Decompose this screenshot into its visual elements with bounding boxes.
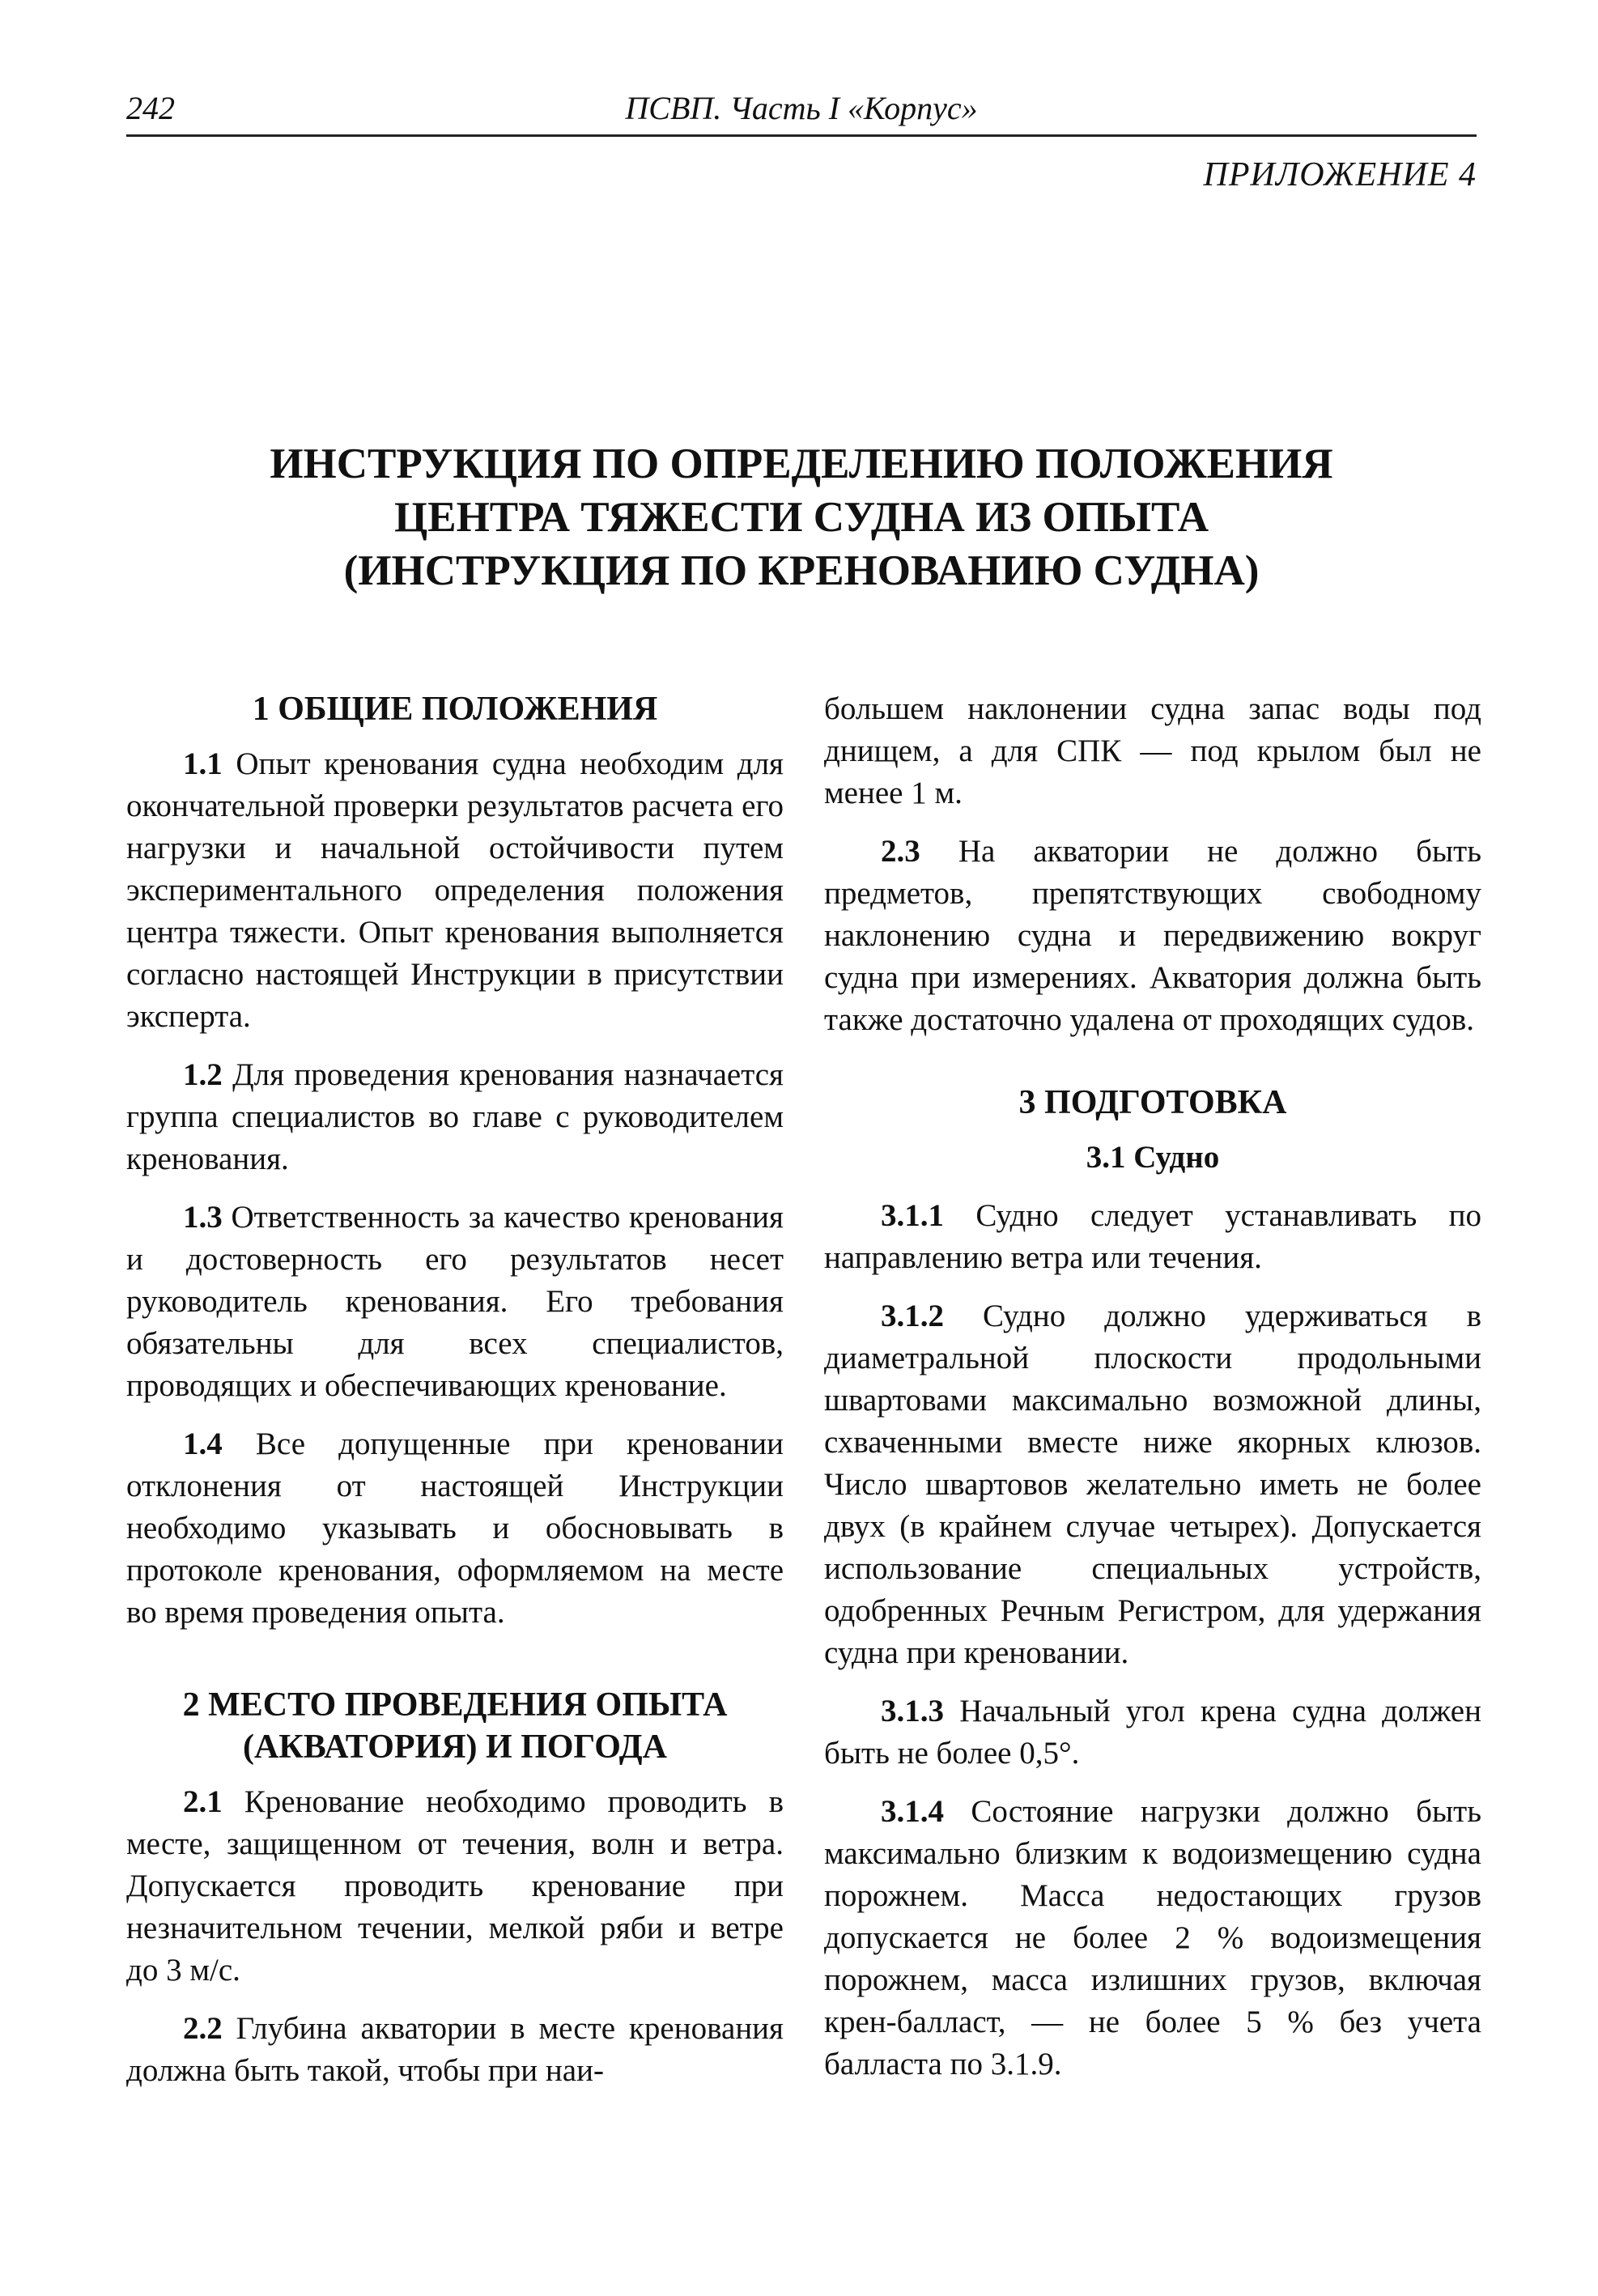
subsection-3-1-heading: 3.1 Судно [1086,1140,1220,1175]
paragraph-1-2 [126,1054,784,1180]
clause-text: Все допущенные при креновании отклонения от настоящей Инструкции необходимо указывать и обосновывать в протоколе кренования, оформляемом на месте во время проведения опыта. [126,1426,784,1630]
paragraph-2-1 [126,1781,784,1992]
clause-text: Для проведения кренования назначается группа специалистов во главе с руководителем кренования. [126,1057,784,1176]
clause-text: На акватории не должно быть предметов, препятствующих свободному наклонению судна и передвижению вокруг судна при измерениях. Акватория должна быть также достаточно удалена от проходящих судов. [824,834,1481,1037]
running-title: ПСВП. Часть I «Корпус» [625,90,978,126]
clause-text: Глубина акватории в месте кренования должна быть такой, чтобы при наи- [126,2011,784,2088]
clause-text: Кренование необходимо проводить в месте, защищенном от течения, волн и ветра. Допускается проводить кренование при незначительном течении, мелкой ряби и ветре до 3 м/с. [126,1784,784,1988]
title-line-2: ЦЕНТРА ТЯЖЕСТИ СУДНА ИЗ ОПЫТА [394,494,1209,541]
clause-number: 1.1 [183,746,223,781]
clause-number: 3.1.2 [881,1299,944,1333]
clause-number: 1.3 [183,1200,223,1235]
clause-text: Ответственность за качество кренования и достоверность его результатов несет руководитель кренования. Его требования обязательны для всех специалистов, проводящих и обеспечивающих кренование. [126,1200,784,1403]
paragraph-3-1-4 [824,1791,1481,2086]
clause-number: 1.2 [183,1057,223,1092]
document-title [126,437,1477,597]
clause-number: 2.3 [881,834,920,869]
paragraph-1-3 [126,1197,784,1407]
clause-number: 2.2 [183,2011,223,2046]
clause-text: Состояние нагрузки должно быть максимально близким к водоизмещению судна порожнем. Масса недостающих грузов допускается не более 2 % водоизмещения порожнем, масса излишних грузов, включая крен-балласт, — не более 5 % без учета балласта по 3.1.9. [824,1794,1481,2081]
appendix-label: ПРИЛОЖЕНИЕ 4 [1203,156,1477,193]
clause-number: 3.1.4 [881,1794,944,1829]
section-1-heading: 1 ОБЩИЕ ПОЛОЖЕНИЯ [252,691,658,728]
title-line-3: (ИНСТРУКЦИЯ ПО КРЕНОВАНИЮ СУДНА) [343,547,1260,594]
clause-number: 2.1 [183,1784,223,1819]
paragraph-2-2-continued: большем наклонении судна запас воды под днищем, а для СПК — под крылом был не менее 1 м. [824,691,1481,810]
clause-number: 1.4 [183,1426,223,1461]
clause-text: Судно должно удерживаться в диаметральной плоскости продольными швартовами максимально возможной длины, схваченными вместе ниже якорных клюзов. Число швартовов желательно иметь не более двух (в крайнем случае четырех). Допускается использование специальных устройств, одобренных Речным Регистром, для удержания судна при креновании. [824,1299,1481,1670]
paragraph-2-3 [824,831,1481,1041]
clause-text: Судно следует устанавливать по направлению ветра или течения. [824,1198,1481,1275]
clause-number: 3.1.1 [881,1198,944,1233]
header-rule [126,134,1477,137]
paragraph-3-1-2 [824,1295,1481,1674]
section-2-heading-line-1: 2 МЕСТО ПРОВЕДЕНИЯ ОПЫТА [182,1686,728,1724]
clause-text: Начальный угол крена судна должен быть не более 0,5°. [824,1694,1481,1771]
section-2-heading-line-2: (АКВАТОРИЯ) И ПОГОДА [242,1728,668,1766]
section-3-heading: 3 ПОДГОТОВКА [1018,1084,1287,1121]
page-header [126,89,1477,138]
paragraph-3-1-3 [824,1690,1481,1775]
right-column [824,688,1481,2102]
paragraph-1-4 [126,1423,784,1634]
paragraph-3-1-1 [824,1195,1481,1279]
left-column [126,688,784,2108]
title-line-1: ИНСТРУКЦИЯ ПО ОПРЕДЕЛЕНИЮ ПОЛОЖЕНИЯ [270,440,1333,487]
clause-text: Опыт кренования судна необходим для окончательной проверки результатов расчета его нагрузки и начальной остойчивости путем экспериментального определения положения центра тяжести. Опыт кренования выполняется согласно настоящей Инструкции в присутствии эксперта. [126,746,784,1034]
section-2-heading [126,1684,784,1768]
paragraph-2-2 [126,2008,784,2092]
clause-number: 3.1.3 [881,1694,944,1728]
page-number: 242 [126,90,175,126]
paragraph-1-1 [126,743,784,1038]
